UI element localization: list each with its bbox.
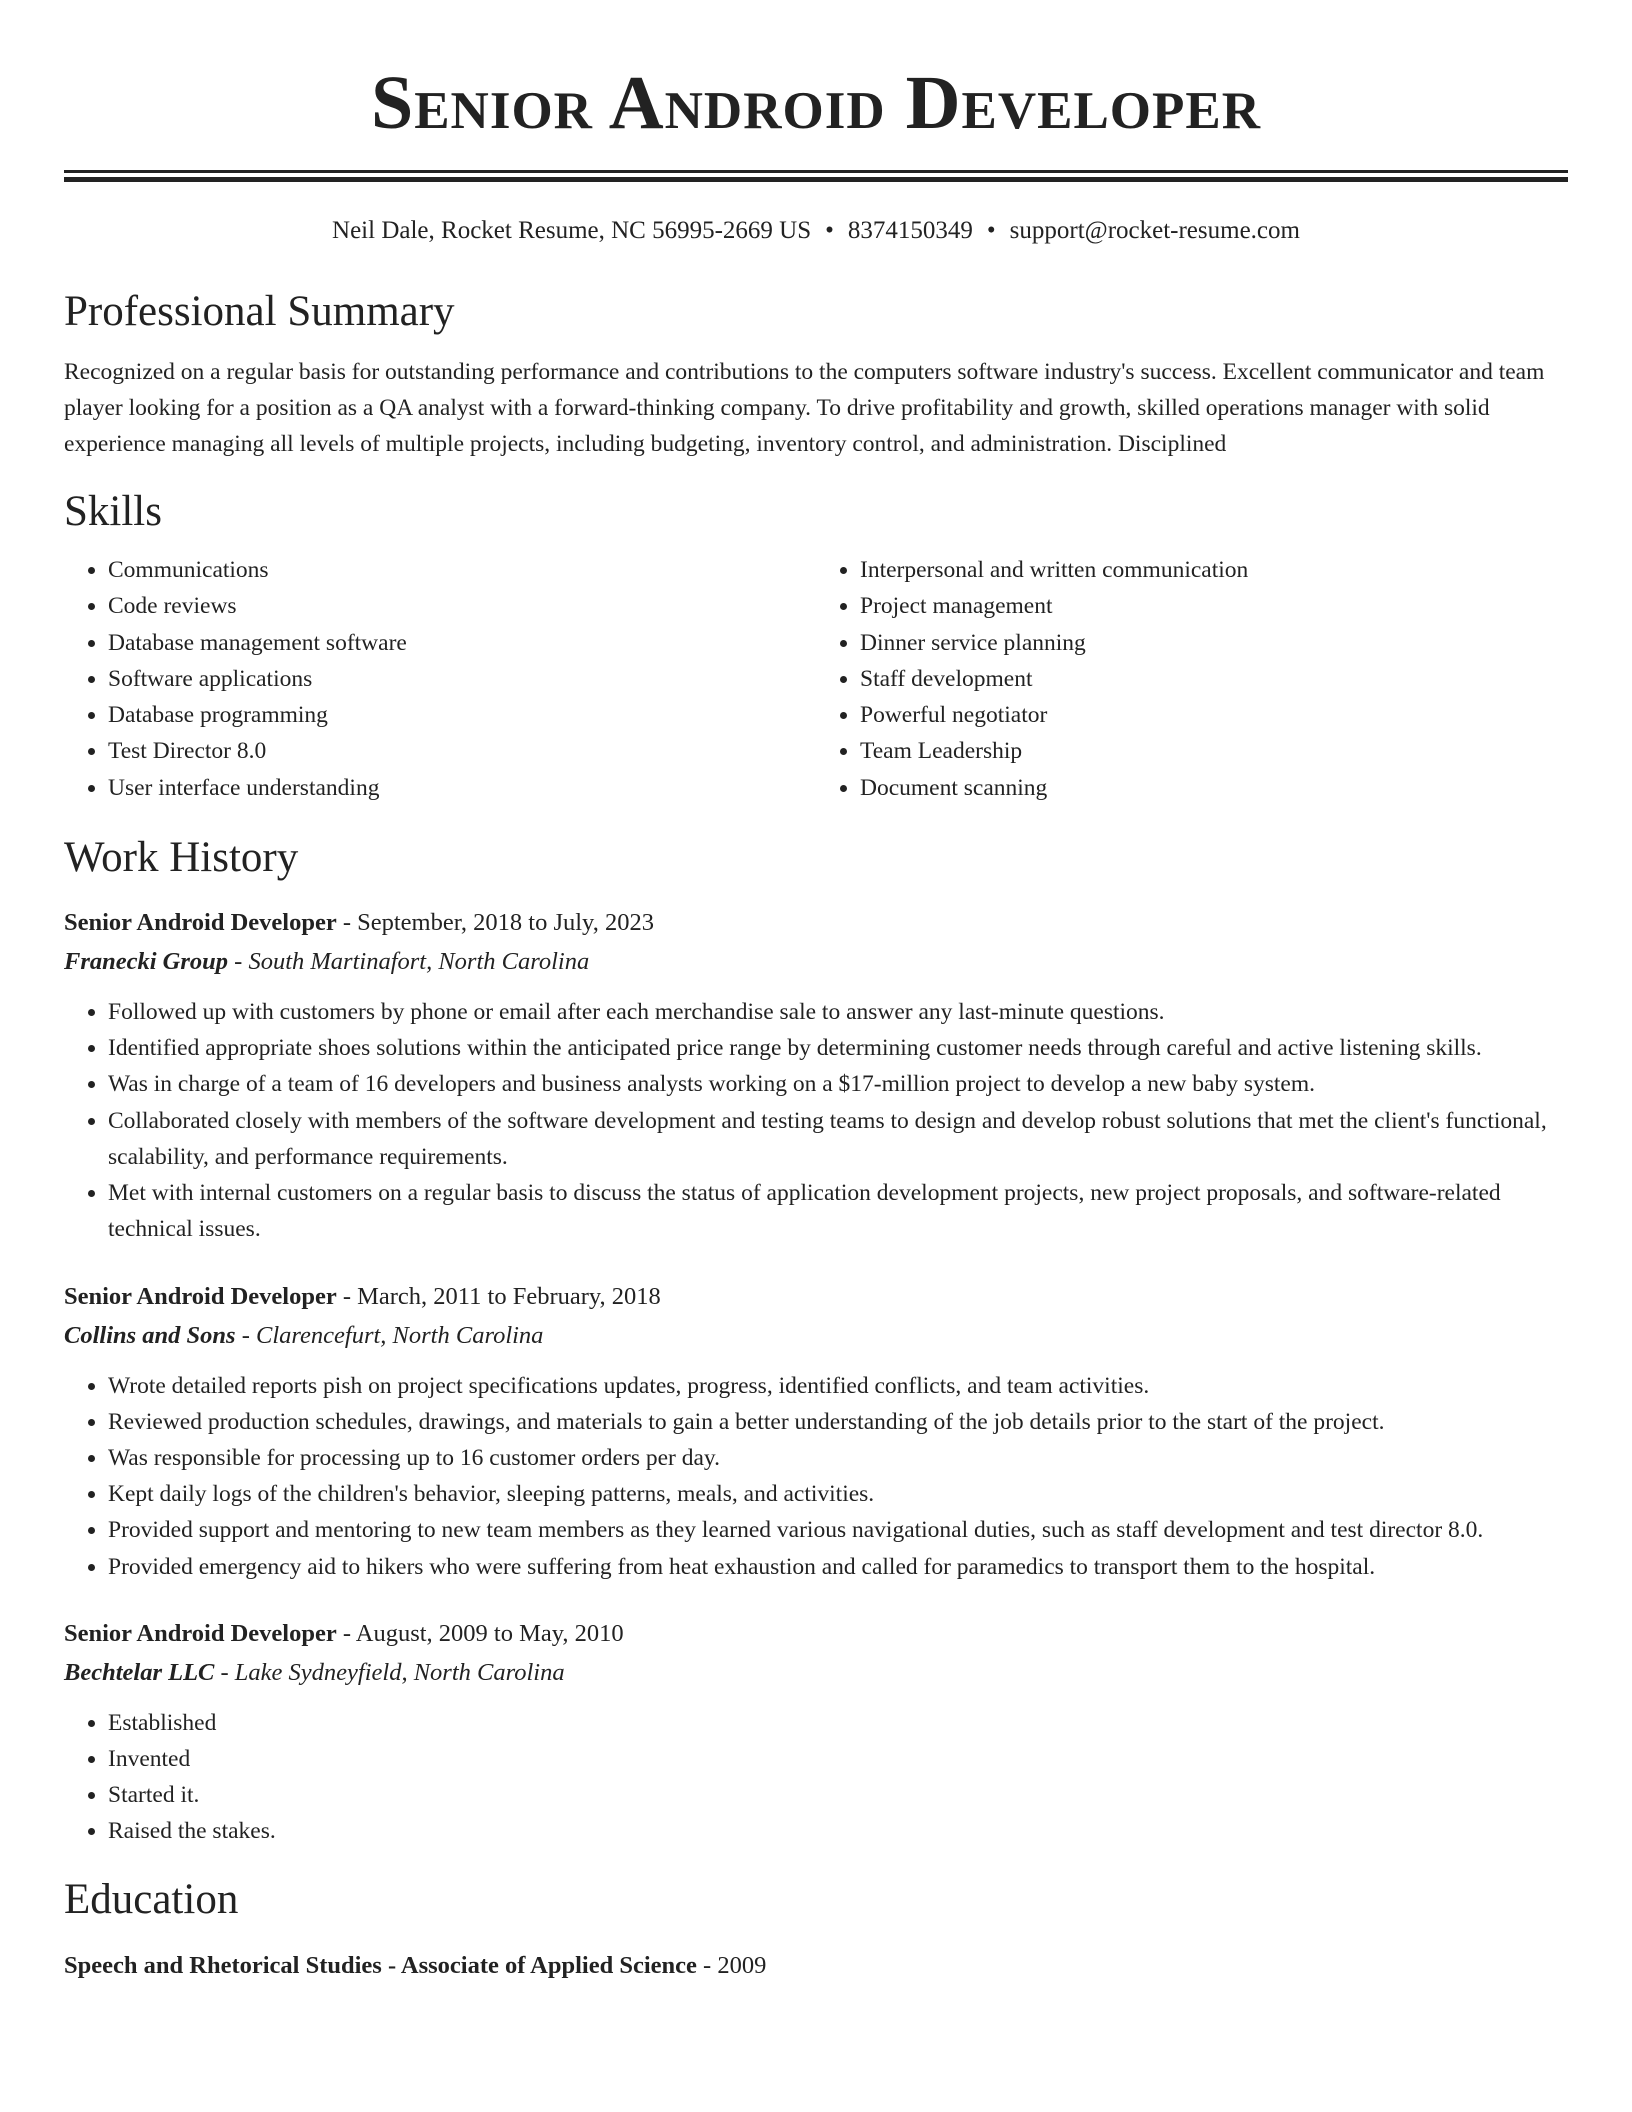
- job-bullet: • Was in charge of a team of 16 developers and business analysts working on a $17-million project to develop a new baby system.: [108, 1066, 1568, 1102]
- job-company: Bechtelar LLC: [64, 1658, 215, 1686]
- contact-phone: 8374150349: [847, 217, 973, 244]
- job-dates: - September, 2018 to July, 2023: [336, 909, 654, 937]
- education-entry: [64, 1948, 1568, 1984]
- job-bullet: • Provided support and mentoring to new team members as they learned various navigational duties, such as staff development and test director 8.0.: [108, 1512, 1568, 1548]
- job-bullet: • Established: [108, 1705, 1568, 1741]
- skill-item: • Database programming: [108, 697, 816, 733]
- job-bullet: • Identified appropriate shoes solutions within the anticipated price range by determining customer needs through careful and active listening skills.: [108, 1030, 1568, 1066]
- job-bullets: [64, 994, 1568, 1247]
- job-role: Senior Android Developer: [64, 1282, 337, 1310]
- skill-item: • Dinner service planning: [860, 625, 1568, 661]
- skills-heading: Skills: [64, 488, 162, 535]
- job-header: [64, 1278, 1568, 1316]
- work-history-heading: Work History: [64, 834, 299, 882]
- job-bullets: [64, 1368, 1568, 1585]
- job-bullet: • Collaborated closely with members of the software development and testing teams to design and develop robust solutions that met the client's functional, scalability, and performance requirements.: [108, 1103, 1568, 1175]
- job-bullet: • Provided emergency aid to hikers who were suffering from heat exhaustion and called for paramedics to transport them to the hospital.: [108, 1549, 1568, 1585]
- skills-list: [64, 552, 1568, 806]
- job-header: [64, 1615, 1568, 1653]
- job-bullet: • Kept daily logs of the children's behavior, sleeping patterns, meals, and activities.: [108, 1476, 1568, 1512]
- job-role: Senior Android Developer: [64, 1619, 337, 1647]
- job-bullet: • Raised the stakes.: [108, 1813, 1568, 1849]
- job-role: Senior Android Developer: [64, 909, 337, 937]
- contact-separator: •: [986, 217, 996, 244]
- job-bullet: • Was responsible for processing up to 16 customer orders per day.: [108, 1440, 1568, 1476]
- job-dates: - March, 2011 to February, 2018: [336, 1282, 661, 1310]
- job-bullet: • Wrote detailed reports pish on project specifications updates, progress, identified conflicts, and team activities.: [108, 1368, 1568, 1404]
- job-location: - Lake Sydneyfield, North Carolina: [214, 1658, 565, 1686]
- job-company-line: [64, 1653, 1568, 1693]
- contact-line: [64, 214, 1568, 248]
- contact-address: Neil Dale, Rocket Resume, NC 56995-2669 US: [332, 217, 812, 244]
- skill-item: • Powerful negotiator: [860, 697, 1568, 733]
- skill-item: • Team Leadership: [860, 733, 1568, 769]
- job-header: [64, 904, 1568, 942]
- skill-item: • Document scanning: [860, 770, 1568, 806]
- skill-item: • Software applications: [108, 661, 816, 697]
- education-year: - 2009: [696, 1951, 767, 1979]
- skill-item: • Database management software: [108, 625, 816, 661]
- education-degree: Speech and Rhetorical Studies - Associate of Applied Science: [64, 1951, 697, 1979]
- job-entry: [64, 1615, 1568, 1850]
- job-bullet: • Met with internal customers on a regular basis to discuss the status of application development projects, new project proposals, and software-related technical issues.: [108, 1175, 1568, 1247]
- job-location: - South Martinafort, North Carolina: [228, 948, 590, 976]
- job-company-line: [64, 942, 1568, 982]
- job-bullet: • Reviewed production schedules, drawings, and materials to gain a better understanding of the job details prior to the start of the project.: [108, 1404, 1568, 1440]
- job-entry: [64, 1278, 1568, 1585]
- summary-text: Recognized on a regular basis for outstanding performance and contributions to the computers software industry's success. Excellent communicator and team player looking for a position as a QA analyst with a forward-thinking company. To drive profitability and growth, skilled operations manager with solid experience managing all levels of multiple projects, including budgeting, inventory control, and administration. Disciplined: [64, 359, 1545, 457]
- job-bullets: [64, 1705, 1568, 1850]
- contact-separator: •: [825, 217, 834, 244]
- job-company: Collins and Sons: [64, 1321, 236, 1349]
- job-company-line: [64, 1316, 1568, 1356]
- contact-email: support@rocket-resume.com: [1009, 217, 1300, 244]
- skill-item: • Code reviews: [108, 588, 816, 624]
- skill-item: • Interpersonal and written communication: [860, 552, 1568, 588]
- skill-item: • User interface understanding: [108, 770, 816, 806]
- skill-item: • Project management: [860, 588, 1568, 624]
- job-bullet: • Started it.: [108, 1777, 1568, 1813]
- job-location: - Clarencefurt, North Carolina: [235, 1321, 544, 1349]
- job-bullet: • Invented: [108, 1741, 1568, 1777]
- skill-item: • Test Director 8.0: [108, 733, 816, 769]
- title-divider: [64, 170, 1568, 182]
- education-heading: Education: [64, 1875, 239, 1923]
- skill-item: • Communications: [108, 552, 816, 588]
- job-entry: [64, 904, 1568, 1247]
- skills-column-left: [64, 552, 816, 806]
- job-bullet: • Followed up with customers by phone or email after each merchandise sale to answer any last-minute questions.: [108, 994, 1568, 1030]
- summary-heading: Professional Summary: [64, 288, 455, 335]
- resume-title: Senior Android Developer: [370, 61, 1262, 145]
- job-company: Franecki Group: [64, 948, 229, 976]
- skill-item: • Staff development: [860, 661, 1568, 697]
- skills-column-right: [816, 552, 1568, 806]
- job-dates: - August, 2009 to May, 2010: [336, 1619, 624, 1647]
